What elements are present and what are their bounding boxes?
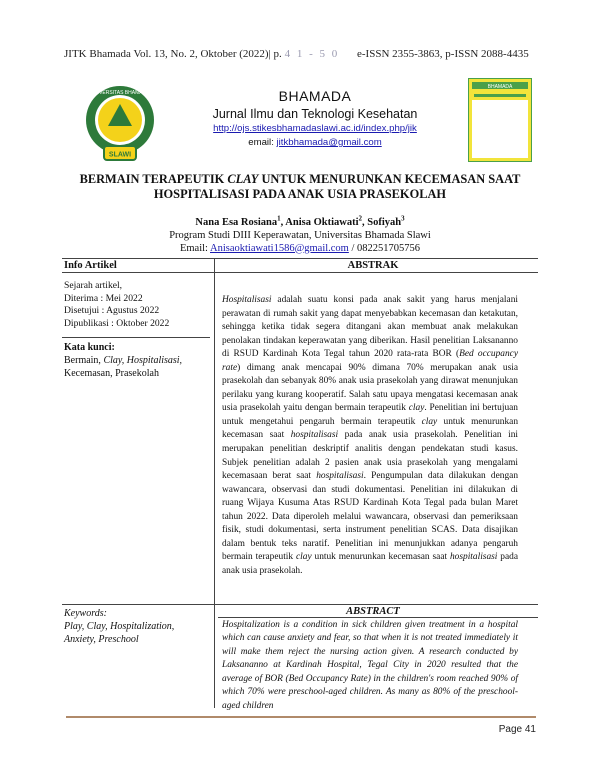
contact-email-label: Email: [179,242,210,254]
keywords-en [64,607,212,646]
language-divider-rule [62,604,538,605]
contact-email-link[interactable]: Anisaoktiawati1586@gmail.com [210,242,349,254]
abstrak-em-2: Bed occupancy rate [222,349,518,373]
logo-bottom-text: SLAWI [108,151,132,159]
cover-title: BHAMADA [487,84,513,90]
abstrak-text-7: untuk menurunkan kecemasan saat [311,552,450,563]
keywords-id-a: Bermain, [64,355,104,366]
abstrak-text-3: . Penelitian ini bertujuan untuk mengetahui pengaruh bermain terapeutik [222,403,518,427]
article-history [64,280,212,330]
keywords-id-c: Kecemasan, Prasekolah [64,368,159,379]
keywords-id-label: Kata kunci: [64,342,115,353]
running-header-journal [64,48,339,60]
abstrak-text-6: . Pengumpulan data dilakukan dengan wawancara, observasi dan studi dokumentasi. Penelitian ini dilakukan di ruang Wijaya Kusuma Atas RSUD Kardinah Kota Tegal pada bulan Maret tahun 2022. Data diperoleh melalui wawancara, observasi dan pemeriksaan fisik, studi dokumentasi, serta instrument penelitian SCAS. Data disajikan dalam bentuk teks naratif. Penelitian ini menunjukkan adanya pengaruh bermain terapeutik [222,471,519,563]
abstrak-em-4: clay [421,416,438,427]
author-3-sup: 3 [401,214,405,222]
journal-cover-thumbnail [468,78,532,162]
abstrak-text-4: untuk menurunkan kecemasan saat [222,416,519,441]
affiliation: Program Studi DIII Keperawatan, Universitas Bhamada Slawi [169,229,431,241]
author-2: , Anisa Oktiawati [280,216,359,228]
abstrak-text-8: pada anak usia prasekolah. [222,552,518,576]
title-part-1: BERMAIN TERAPEUTIK [79,172,228,186]
abstrak-heading: ABSTRAK [347,260,399,271]
abstrak-text-1: adalah suatu konsi pada anak sakit yang harus menjalani perawatan di rumah sakit yang dapat menyebabkan kecemasan dan ketakutan, sehingga ketika tidak segera ditangani akan membuat anak melakukan penolakan tindakan keperawatan yang diberikan. Hasil penelitian Laksananno di RSUD Kardinah Kota Tegal tahun 2020 rata-rata BOR ( [222,295,518,360]
author-2-sup: 2 [358,214,362,222]
keywords-en-2: Anxiety, Preschool [64,634,139,645]
footer-rule [66,716,536,718]
history-label: Sejarah artikel, [64,280,123,291]
journal-subtitle: Jurnal Ilmu dan Teknologi Kesehatan [212,107,418,121]
title-part-2: UNTUK MENURUNKAN KECEMASAN SAAT [258,172,521,186]
abstrak-em-8: hospitalisasi [449,552,498,563]
page-number: Page 41 [498,724,536,735]
keywords-en-label: Keywords: [64,608,107,619]
approved-value: Agustus 2022 [106,305,160,316]
abstract-heading: ABSTRACT [346,606,400,617]
abstrak-text-5: pada anak usia prasekolah. Penelitian ini merupakan penelitian deskriptif analitis dengan pendekatan studi kasus. Subjek penelitian adalah 2 pasien anak usia prasekolah yang mengalami kecemasaan berat saat [222,430,518,482]
title-line-2: HOSPITALISASI PADA ANAK USIA PRASEKOLAH [153,187,447,201]
published-label: Dipublikasi : [64,317,114,329]
keywords-id [64,341,212,380]
journal-email-link[interactable]: jitkbhamada@gmail.com [276,137,382,148]
info-divider-rule [62,337,210,338]
keywords-id-b: Clay, Hospitalisasi, [103,355,183,366]
abstrak-em-6: hospitalisasi [316,471,364,482]
column-divider [214,258,215,708]
keywords-en-1: Play, Clay, Hospitalization, [64,621,175,632]
table-header-rule [62,272,538,273]
abstrak-body [222,294,518,578]
table-top-rule [62,258,538,259]
title-part-em: CLAY [227,172,259,186]
author-block [60,212,540,255]
journal-url-link[interactable]: http://ojs.stikesbhamadaslawi.ac.id/index.php/jik [213,123,417,134]
received-label: Diterima : [64,292,104,304]
journal-ref: JITK Bhamada Vol. 13, No. 2, Oktober (2022)| p. [64,48,282,60]
abstrak-em-7: clay [295,552,312,563]
journal-name: BHAMADA [278,88,352,104]
info-heading: Info Artikel [64,260,117,271]
page-range: 4 1 - 5 0 [284,48,340,60]
journal-url-line [170,123,460,134]
author-1-sup: 1 [277,214,281,222]
author-1: Nana Esa Rosiana [195,216,278,228]
abstrak-em-1: Hospitalisasi [222,295,272,305]
running-header-issn: e-ISSN 2355-3863, p-ISSN 2088-4435 [357,48,529,60]
journal-email-label: email: [248,137,274,148]
abstrak-text-2: ) dimang anak mencapai 90% dimana 70% merupakan anak usia prasekolah dan sebanyak 80% anak usia prasekolah yang dirawat menunjukan perilaku yang kurang kooperatif. Salah satu upaya mengatasi kecemasan anak usia prasekolah yaitu dengan bermain terapeutik [222,362,518,414]
contact-phone: / 082251705756 [348,242,421,254]
published-value: Oktober 2022 [116,317,170,329]
journal-email-line [170,137,460,148]
university-logo [78,82,162,164]
abstract-heading-rule [218,617,538,618]
approved-label: Disetujui : [64,305,105,316]
abstract-body: Hospitalization is a condition in sick children given treatment in a hospital which can cause anxiety and fear, so that when it is not treated immediately it will make them reject the nursing action given. A research conducted by Laksananno at Kardinah Hospital, Tegal City in 2020 resulted that the average of BOR (Bed Occupancy Rate) in the children's room reached 90% of which 70% were preschool-aged children. As many as 80% of the preschool-aged children [222,620,518,711]
logo-top-text: UNIVERSITAS BHAMADA [90,90,150,96]
received-value: Mei 2022 [105,292,143,304]
article-title [60,172,540,202]
abstrak-em-5: hospitalisasi [290,430,339,441]
author-3: , Sofiyah [362,216,402,228]
abstrak-em-3: clay [408,403,425,414]
